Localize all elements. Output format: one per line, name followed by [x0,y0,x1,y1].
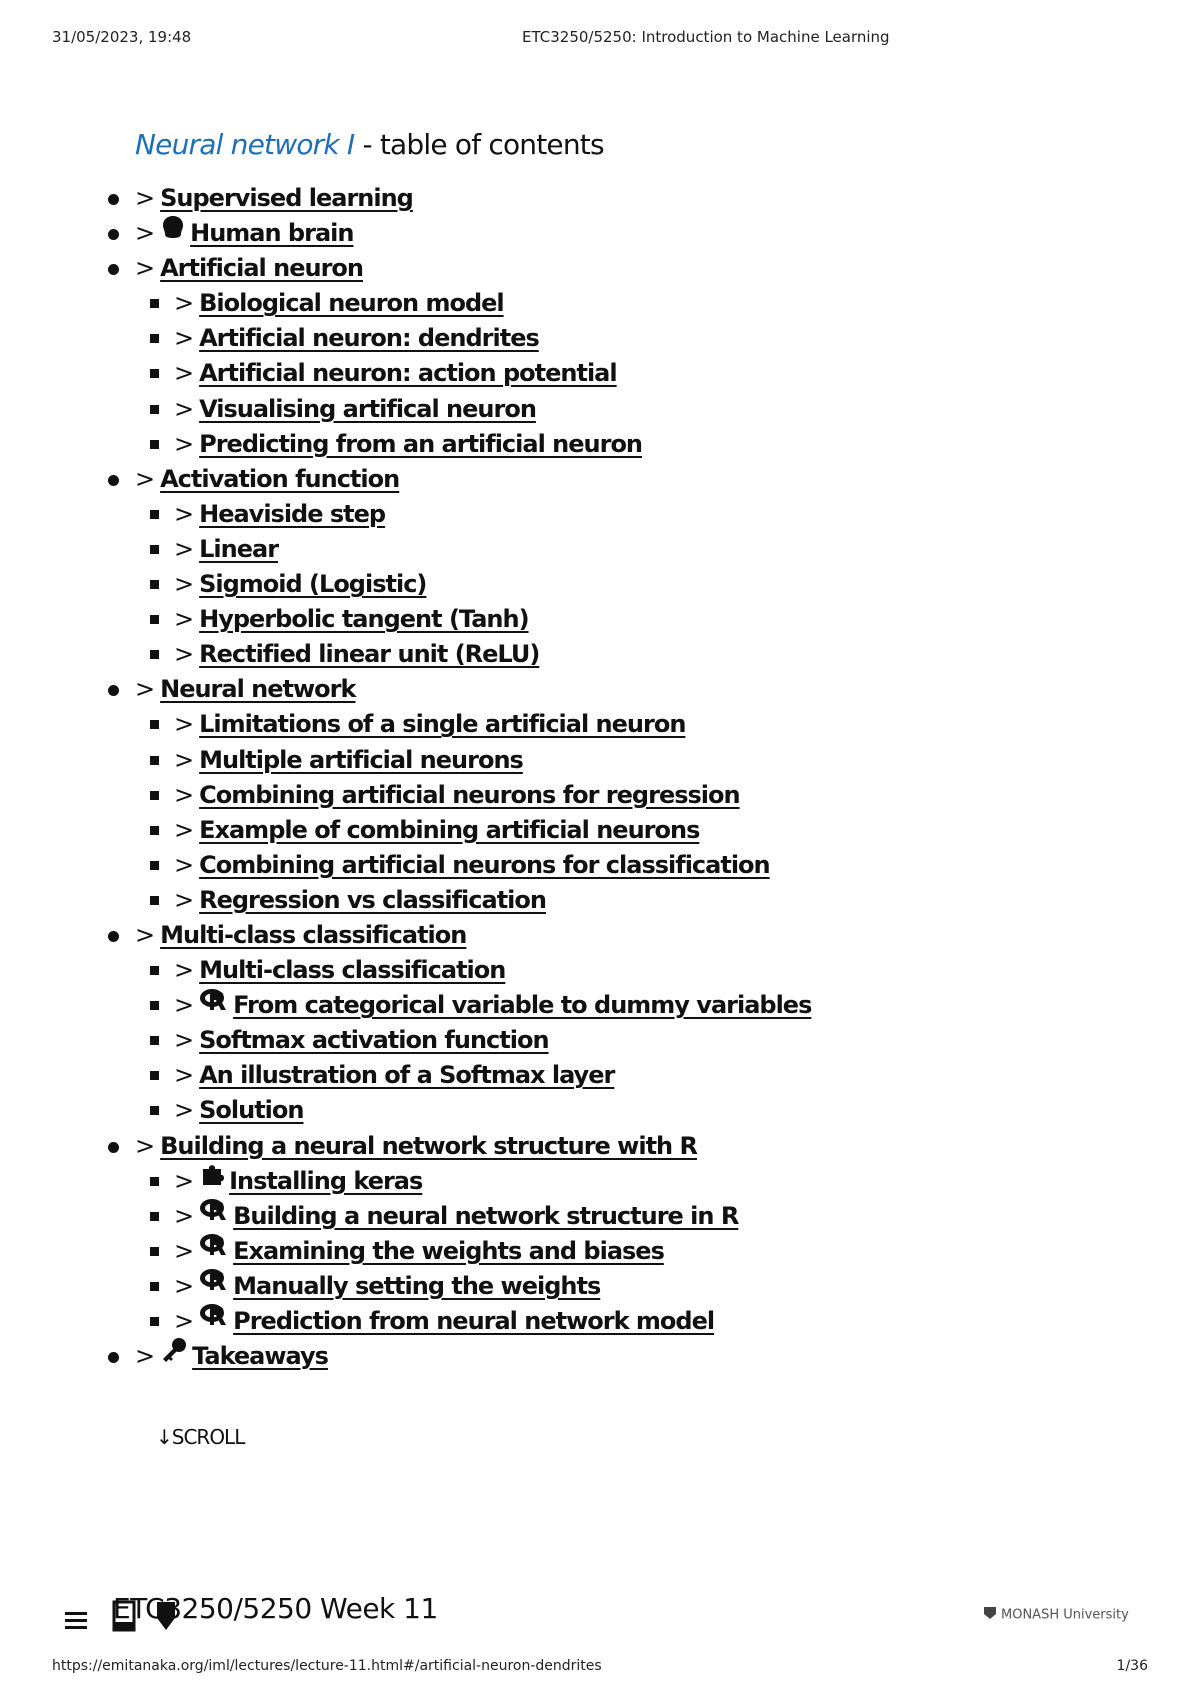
bullet-square-icon [150,369,159,378]
monash-seal-icon [983,1606,997,1624]
toc-link[interactable]: Sigmoid (Logistic) [199,570,427,599]
bullet-dot-icon [108,931,119,942]
toc-arrow: > [174,324,194,353]
toc-section [108,918,1008,953]
toc-arrow: > [174,429,194,458]
toc-arrow: > [174,605,194,634]
monash-logo [983,1606,1129,1624]
bullet-dot-icon [108,475,119,486]
toc-subsection [108,392,1008,427]
toc-link[interactable]: Visualising artifical neuron [199,394,536,423]
toc-subsection [108,602,1008,637]
bullet-dot-icon [108,229,119,240]
toc-link[interactable]: Combining artificial neurons for regression [199,780,740,809]
bullet-square-icon [150,650,159,659]
bullet-dot-icon [108,685,119,696]
toc-arrow: > [174,1307,194,1335]
toc-subsection [108,356,1008,391]
toc-section [108,216,1008,251]
table-of-contents [108,181,1008,1374]
toc-subsection [108,321,1008,356]
toc-link[interactable]: Biological neuron model [199,289,504,318]
toc-section [108,462,1008,497]
toc-link[interactable]: Limitations of a single artificial neuron [199,710,686,739]
toc-link[interactable]: An illustration of a Softmax layer [199,1061,615,1090]
toc-link[interactable]: Examining the weights and biases [233,1236,664,1265]
toc-arrow: > [135,1131,155,1160]
toc-arrow: > [174,885,194,914]
toc-subsection [108,707,1008,742]
bullet-square-icon [150,1071,159,1080]
toc-link[interactable]: Solution [199,1096,304,1125]
toc-arrow: > [174,359,194,388]
toc-arrow: > [174,956,194,985]
toc-subsection [108,848,1008,883]
bullet-square-icon [150,440,159,449]
toc-arrow: > [135,184,155,212]
bullet-square-icon [150,1317,159,1326]
toc-section [108,1129,1008,1164]
toc-arrow: > [174,780,194,809]
toc-subsection [108,427,1008,462]
toc-link[interactable]: Neural network [160,675,356,704]
toc-link[interactable]: Heaviside step [199,499,386,528]
bullet-dot-icon [108,264,119,275]
print-header [52,28,1140,48]
toc-link[interactable]: Linear [199,534,279,563]
print-datetime: 31/05/2023, 19:48 [52,28,192,46]
bullet-square-icon [150,1106,159,1115]
toc-link[interactable]: Building a neural network structure in R [233,1201,739,1230]
brain-icon [160,214,186,250]
bullet-dot-icon [108,1352,119,1363]
bullet-square-icon [150,1177,159,1186]
toc-subsection [108,532,1008,567]
toc-link[interactable]: Hyperbolic tangent (Tanh) [199,605,529,634]
bullet-square-icon [150,756,159,765]
toc-arrow: > [135,675,155,704]
toc-subsection [108,1164,1008,1199]
toc-link[interactable]: Example of combining artificial neurons [199,815,700,844]
toc-link[interactable]: Activation function [160,464,400,493]
print-document-title: ETC3250/5250: Introduction to Machine Learning [522,28,890,46]
toc-link[interactable]: Human brain [190,219,354,248]
toc-link[interactable]: Artificial neuron: dendrites [199,324,539,353]
toc-section [108,672,1008,707]
slide-title [135,128,604,161]
r-logo-icon [199,986,229,1022]
toc-link[interactable]: From categorical variable to dummy variables [233,991,812,1020]
brand-name: MONASH University [1001,1607,1129,1623]
toc-subsection [108,953,1008,988]
print-url: https://emitanaka.org/iml/lectures/lecture-11.html#/artificial-neuron-dendrites [52,1658,602,1674]
bullet-square-icon [150,826,159,835]
toc-arrow: > [174,1271,194,1300]
toc-arrow: > [135,254,155,283]
puzzle-icon [199,1161,225,1197]
toc-link[interactable]: Takeaways [192,1342,328,1371]
slide-title-accent: Neural network I [135,128,355,161]
toc-section [108,251,1008,286]
toc-subsection [108,778,1008,813]
bullet-square-icon [150,896,159,905]
toc-subsection [108,743,1008,778]
menu-icon[interactable] [64,1608,88,1637]
toc-subsection [108,813,1008,848]
bullet-square-icon [150,615,159,624]
bullet-square-icon [150,334,159,343]
toc-arrow: > [174,289,194,318]
toc-link[interactable]: Rectified linear unit (ReLU) [199,640,540,669]
toc-link[interactable]: Manually setting the weights [233,1271,601,1300]
r-logo-icon [199,1196,229,1232]
toc-link[interactable]: Regression vs classification [199,885,546,914]
toc-arrow: > [174,745,194,774]
r-logo-icon [199,1266,229,1302]
toc-subsection [108,1023,1008,1058]
bullet-dot-icon [108,194,119,205]
toc-arrow: > [174,1096,194,1125]
toc-arrow: > [174,1026,194,1055]
toc-subsection [108,1093,1008,1128]
toc-link[interactable]: Softmax activation function [199,1026,549,1055]
toc-arrow: > [135,1342,155,1371]
toc-arrow: > [174,394,194,423]
slide-title-rest: - table of contents [362,128,604,161]
r-logo-icon [199,1301,229,1337]
toc-subsection [108,988,1008,1023]
toc-section [108,1339,1008,1374]
toc-link[interactable]: Installing keras [229,1166,423,1195]
toc-arrow: > [174,815,194,844]
toc-subsection [108,286,1008,321]
toc-subsection [108,1058,1008,1093]
toc-subsection [108,1304,1008,1339]
toc-arrow: > [174,1061,194,1090]
toc-link[interactable]: Artificial neuron: action potential [199,359,617,388]
toc-arrow: > [174,710,194,739]
bullet-square-icon [150,1212,159,1221]
key-icon [160,1337,188,1373]
bullet-square-icon [150,1282,159,1291]
toc-arrow: > [174,534,194,563]
bullet-dot-icon [108,1142,119,1153]
r-logo-icon [199,1231,229,1267]
bullet-square-icon [150,580,159,589]
toc-arrow: > [174,1236,194,1265]
toc-subsection [108,1269,1008,1304]
bullet-square-icon [150,861,159,870]
bullet-square-icon [150,405,159,414]
print-page-number: 1/36 [1116,1658,1148,1674]
toc-arrow: > [174,640,194,669]
toc-subsection [108,567,1008,602]
bullet-square-icon [150,720,159,729]
toc-link[interactable]: Multi-class classification [160,920,467,949]
bullet-square-icon [150,510,159,519]
bullet-square-icon [150,1001,159,1010]
toc-link[interactable]: Multiple artificial neurons [199,745,523,774]
toc-link[interactable]: Building a neural network structure with R [160,1131,697,1160]
toc-arrow: > [135,920,155,949]
toc-link[interactable]: Supervised learning [160,184,413,212]
scroll-hint: ↓SCROLL [156,1425,245,1449]
toc-subsection [108,1234,1008,1269]
toc-arrow: > [135,464,155,493]
toc-section [108,181,1008,216]
print-footer [52,1658,1148,1678]
toc-arrow: > [174,499,194,528]
toc-subsection [108,1199,1008,1234]
toc-link[interactable]: Combining artificial neurons for classification [199,850,770,879]
bullet-square-icon [150,545,159,554]
toc-arrow: > [174,1166,194,1195]
toc-arrow: > [135,219,155,248]
bullet-square-icon [150,791,159,800]
toc-link[interactable]: Artificial neuron [160,254,363,283]
course-week-label: ETC3250/5250 Week 11 [113,1592,438,1625]
toc-link[interactable]: Multi-class classification [199,956,506,985]
toc-link[interactable]: Prediction from neural network model [233,1307,715,1335]
toc-arrow: > [174,991,194,1020]
bullet-square-icon [150,966,159,975]
toc-subsection [108,883,1008,918]
bullet-square-icon [150,1036,159,1045]
toc-link[interactable]: Predicting from an artificial neuron [199,429,643,458]
toc-arrow: > [174,850,194,879]
toc-subsection [108,637,1008,672]
toc-subsection [108,497,1008,532]
toc-arrow: > [174,1201,194,1230]
bullet-square-icon [150,1247,159,1256]
bullet-square-icon [150,299,159,308]
toc-arrow: > [174,570,194,599]
